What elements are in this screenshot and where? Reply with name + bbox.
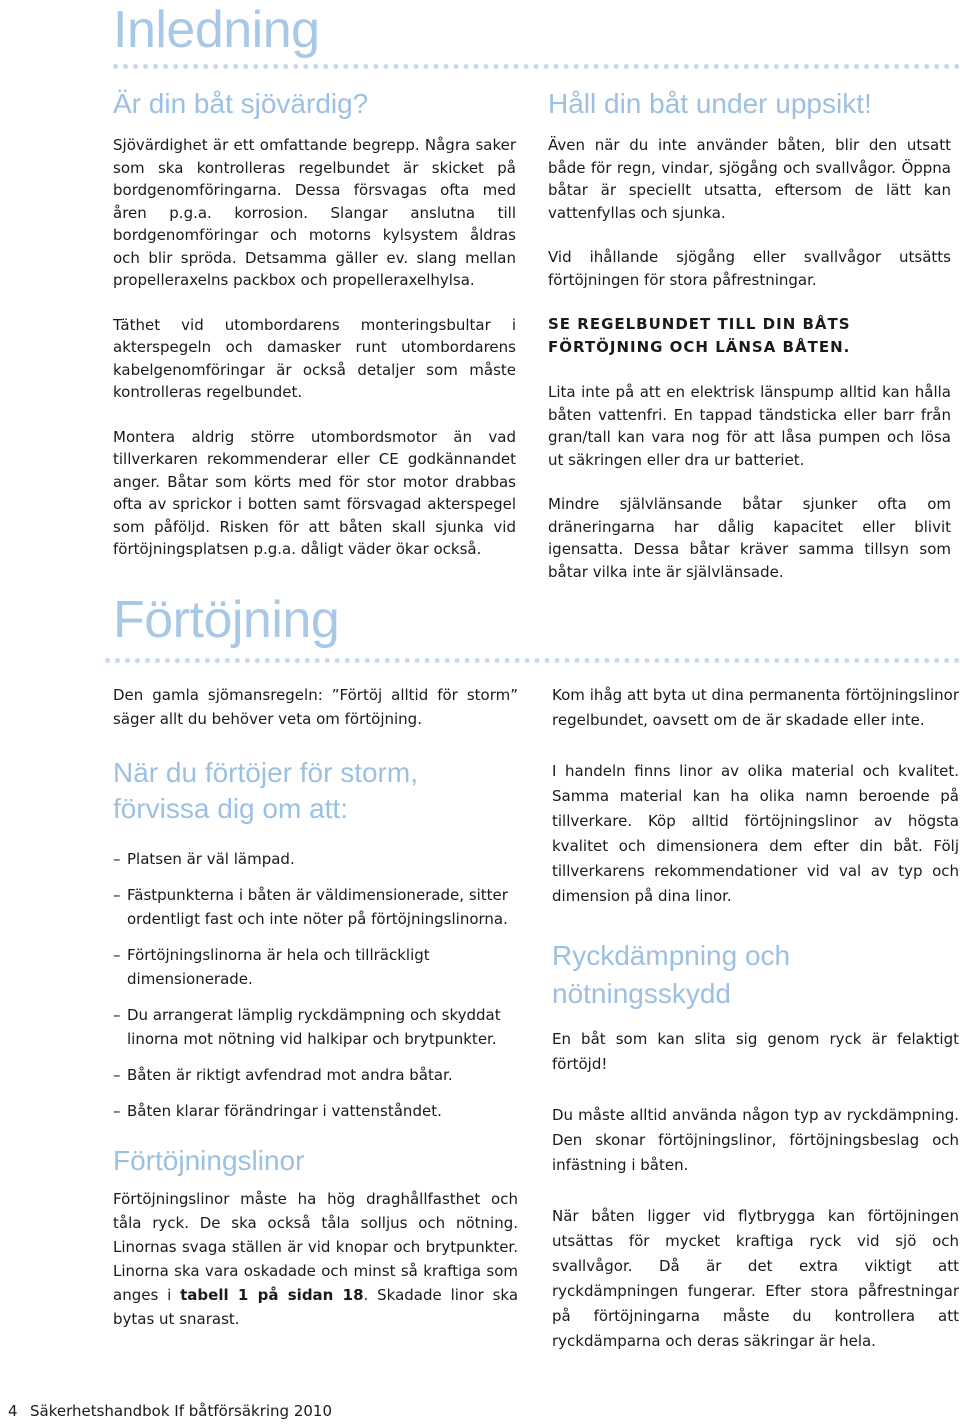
paragraph: Vid ihållande sjögång eller svallvågor utsätts förtöjningen för stora påfrestningar. [548,248,951,289]
paragraph: Mindre självlänsande båtar sjunker ofta om dräneringarna har dålig kapacitet eller blivit igensatta. Dessa båtar kräver samma tillsyn som båtar vilka inte är självlänsade. [548,495,951,581]
list-item: – Platsen är väl lämpad. [113,847,518,871]
maintenance-section [548,86,951,583]
paragraph: Kom ihåg att byta ut dina permanenta förtöjningslinor regelbundet, oavsett om de är skadade eller inte. [552,686,959,729]
storm-section [113,683,518,1331]
paragraph: Du måste alltid använda någon typ av ryckdämpning. Den skonar förtöjningslinor, förtöjningsbeslag och infästning i båten. [552,1106,959,1174]
paragraph: Den gamla sjömansregeln: ”Förtöj alltid för storm” säger allt du behöver veta om förtöjning. [113,686,518,728]
heading-maintenance: Håll din båt under uppsikt! [548,88,872,119]
table-reference: tabell 1 på sidan 18 [180,1286,364,1304]
dotted-divider [105,658,960,663]
paragraph: Täthet vid utombordarens monteringsbultar i akterspegeln och damasker runt utombordarens kabelgenomföringar är också detaljer som måste kontrolleras regelbundet. [113,315,516,401]
footer-title: Säkerhetshandbok If båtförsäkring 2010 [30,1402,332,1420]
section-title-inledning: Inledning [113,1,320,59]
heading-lines: Förtöjningslinor [113,1145,305,1176]
paragraph: I handeln finns linor av olika material och kvalitet. Samma material kan ha olika namn beroende på tillverkare. Köp alltid förtöjningslinor av högsta kvalitet och dimensionera dem efter din båt. Följ tillverkarens rekommendationer vid val av typ och dimension på dina linor. [552,762,959,905]
page-number: 4 [8,1402,18,1420]
list-item: – Du arrangerat lämplig ryckdämpning och skyddat linorna mot nötning vid halkipar och brytpunkter. [113,1003,518,1051]
heading-storm: När du förtöjer för storm, förvissa dig om att: [113,757,418,824]
paragraph: Även när du inte använder båten, blir den utsatt både för regn, vindar, sjögång och svallvågor. Öppna båtar är speciellt utsatta, eftersom de lätt kan vattenfyllas och sjunka. [548,136,951,222]
list-item: – Fästpunkterna i båten är väldimensionerade, sitter ordentligt fast och inte nöter på förtöjningslinorna. [113,883,518,931]
heading-seaworthy: Är din båt sjövärdig? [113,88,369,119]
list-item: – Båten klarar förändringar i vattenståndet. [113,1099,518,1123]
section-title-fortojning: Förtöjning [113,591,340,649]
list-item: – Båten är riktigt avfendrad mot andra båtar. [113,1063,518,1087]
text-span: . Skadade linor ska bytas ut snarast. [113,1286,519,1328]
paragraph: Montera aldrig större utombordsmotor än vad tillverkaren rekommenderar eller CE godkännandet anger. Båtar som körts med för stor motor drabbas ofta av sprickor i botten samt försvagad akterspegel som påföljd. Risken för att båten skall sjunka vid förtöjningsplatsen p.g.a. dåligt väder ökar också. [113,427,516,558]
checklist [113,847,518,1123]
lines-section [552,683,959,1354]
paragraph: En båt som kan slita sig genom ryck är felaktigt förtöjd! [552,1030,959,1073]
caps-subheading: SE REGELBUNDET TILL DIN BÅTS FÖRTÖJNING OCH LÄNSA BÅTEN. [548,315,851,356]
text-span: Förtöjningslinor måste ha hög draghållfasthet och tåla ryck. De ska också tåla solljus och nötning. Linornas svaga ställen är vid knopar och brytpunkter. Linorna ska vara oskadade och minst så kraftiga som anges i [113,1190,518,1304]
paragraph [113,1187,518,1331]
heading-shock-absorption: Ryckdämpning och nötningsskydd [552,940,791,1009]
seaworthy-section [113,86,516,561]
paragraph: När båten ligger vid flytbrygga kan förtöjningen utsättas för mycket kraftiga ryck vid sjö och svallvågor. Då är det extra viktigt att ryckdämpningen fungerar. Efter stora påfrestningar på förtöjningarna måste du kontrollera att ryckdämparna och deras säkringar är hela. [552,1207,959,1350]
paragraph: Sjövärdighet är ett omfattande begrepp. Några saker som ska kontrolleras regelbundet är skicket på bordgenomföringarna. Dessa försvagas ofta med åren p.g.a. korrosion. Slangar anslutna till bordgenomföringar och motorns kylsystem åldras och blir spröda. Detsamma gäller ev. slang mellan propelleraxelns packbox och propelleraxelhylsa. [113,136,516,289]
list-item: – Förtöjningslinorna är hela och tillräckligt dimensionerade. [113,943,518,991]
dotted-divider [113,64,960,69]
paragraph: Lita inte på att en elektrisk länspump alltid kan hålla båten vattenfri. En tappad tändsticka eller barr från gran/tall kan vara nog för att låsa pumpen och lösa ut säkringen eller dra ur batteriet. [548,383,951,469]
